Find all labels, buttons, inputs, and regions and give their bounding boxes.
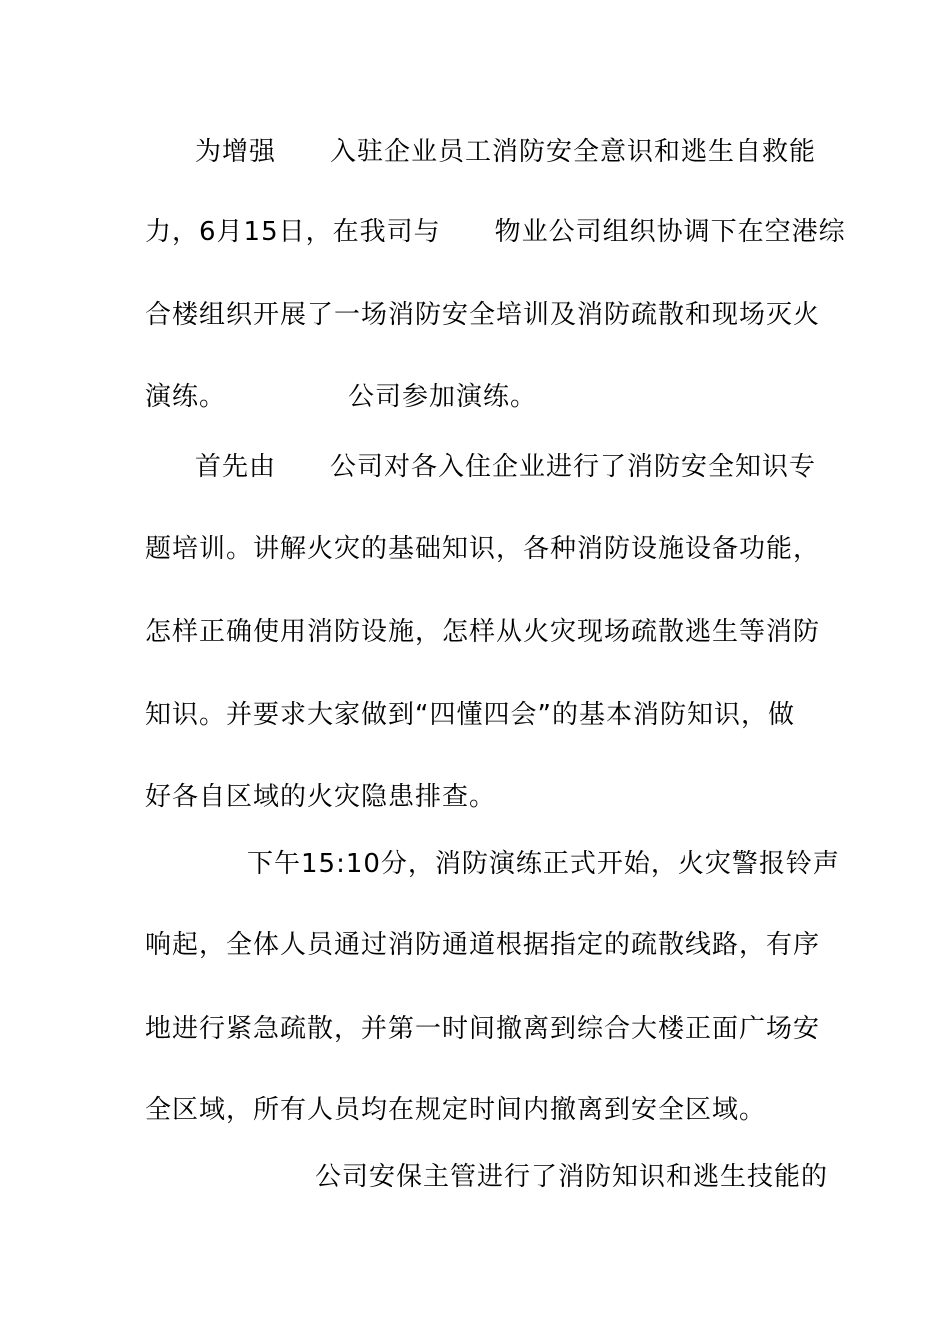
paragraph-2-line-5: 好各自区域的火灾隐患排查。 bbox=[145, 782, 497, 812]
paragraph-3-line-2: 响起，全体人员通过消防通道根据指定的疏散线路，有序 bbox=[145, 930, 821, 960]
paragraph-1-line-3: 合楼组织开展了一场消防安全培训及消防疏散和现场灭火 bbox=[145, 300, 821, 330]
paragraph-2-line-1: 首先由 公司对各入住企业进行了消防安全知识专 bbox=[195, 452, 817, 482]
paragraph-1-line-2: 力，6月15日，在我司与 物业公司组织协调下在空港综 bbox=[145, 217, 846, 247]
paragraph-3-line-4: 全区域，所有人员均在规定时间内撤离到安全区域。 bbox=[145, 1095, 767, 1125]
paragraph-2-line-4: 知识。并要求大家做到“四懂四会”的基本消防知识，做 bbox=[145, 700, 795, 730]
paragraph-3-line-3: 地进行紧急疏散，并第一时间撤离到综合大楼正面广场安 bbox=[145, 1014, 821, 1044]
paragraph-2-line-2: 题培训。讲解火灾的基础知识，各种消防设施设备功能， bbox=[145, 534, 821, 564]
paragraph-1-line-1: 为增强 入驻企业员工消防安全意识和逃生自救能 bbox=[195, 137, 817, 167]
paragraph-4-line-1: 公司安保主管进行了消防知识和逃生技能的 bbox=[315, 1162, 829, 1192]
paragraph-2-line-3: 怎样正确使用消防设施，怎样从火灾现场疏散逃生等消防 bbox=[145, 617, 821, 647]
paragraph-1-line-4: 演练。 公司参加演练。 bbox=[145, 382, 538, 412]
paragraph-3-line-1: 下午15:10分，消防演练正式开始，火灾警报铃声 bbox=[247, 849, 840, 879]
